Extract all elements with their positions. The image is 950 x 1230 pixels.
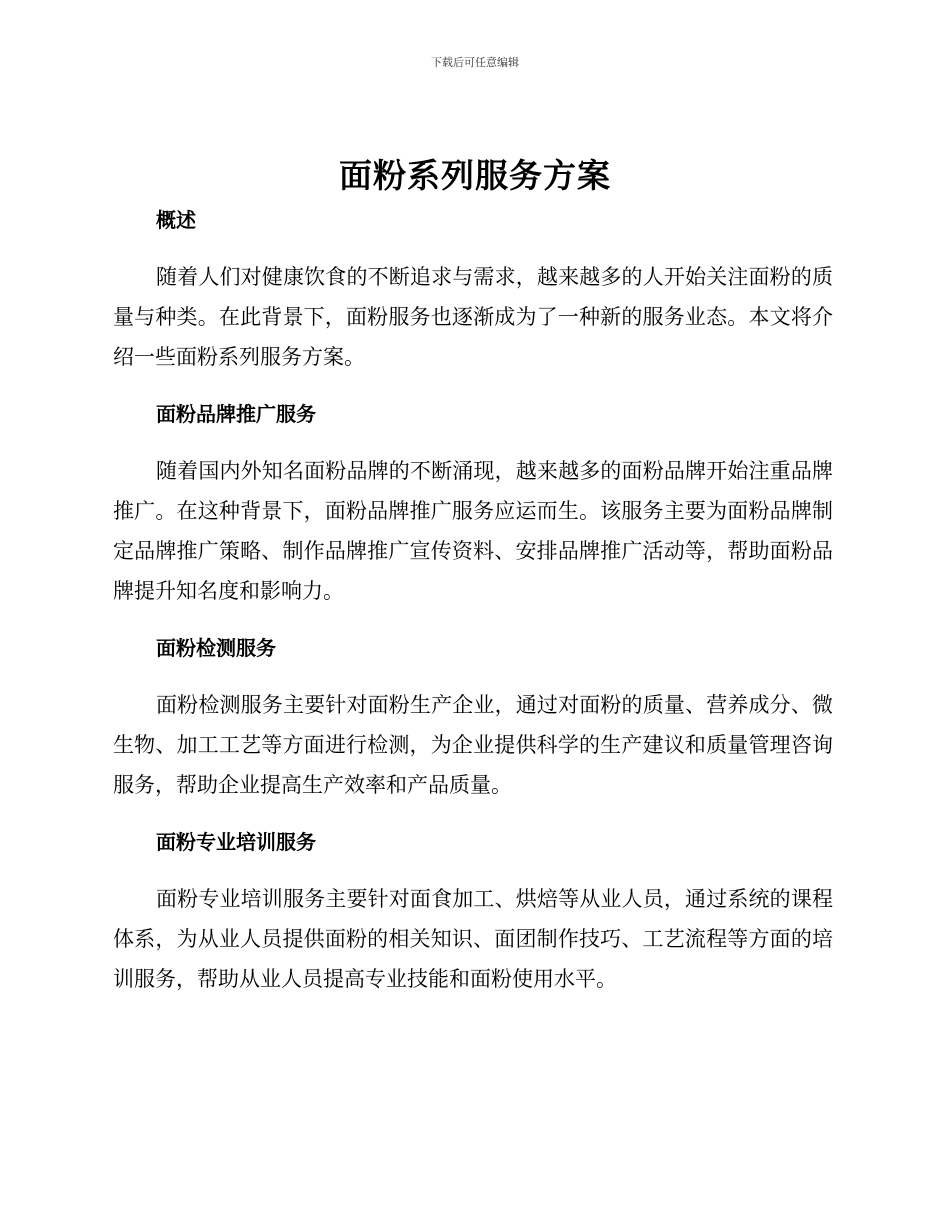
section-paragraph-testing: 面粉检测服务主要针对面粉生产企业，通过对面粉的质量、营养成分、微生物、加工工艺等方面进行检测，为企业提供科学的生产建议和质量管理咨询服务，帮助企业提高生产效率和产品质量。 (113, 693, 833, 797)
document-title: 面粉系列服务方案 (339, 156, 611, 195)
header-note: 下载后可任意编辑 (431, 56, 519, 69)
section-heading-training: 面粉专业培训服务 (156, 830, 316, 854)
section-paragraph-overview: 随着人们对健康饮食的不断追求与需求，越来越多的人开始关注面粉的质量与种类。在此背景下，面粉服务也逐渐成为了一种新的服务业态。本文将介绍一些面粉系列服务方案。 (113, 265, 833, 369)
section-heading-testing: 面粉检测服务 (156, 636, 276, 660)
section-heading-overview: 概述 (156, 208, 196, 232)
document-body (113, 205, 833, 999)
section-heading-brand-promotion: 面粉品牌推广服务 (156, 402, 316, 426)
section-paragraph-training: 面粉专业培训服务主要针对面食加工、烘焙等从业人员，通过系统的课程体系，为从业人员提供面粉的相关知识、面团制作技巧、工艺流程等方面的培训服务，帮助从业人员提高专业技能和面粉使用水平。 (113, 887, 833, 991)
section-paragraph-brand-promotion: 随着国内外知名面粉品牌的不断涌现，越来越多的面粉品牌开始注重品牌推广。在这种背景下，面粉品牌推广服务应运而生。该服务主要为面粉品牌制定品牌推广策略、制作品牌推广宣传资料、安排品牌推广活动等，帮助面粉品牌提升知名度和影响力。 (113, 459, 833, 603)
